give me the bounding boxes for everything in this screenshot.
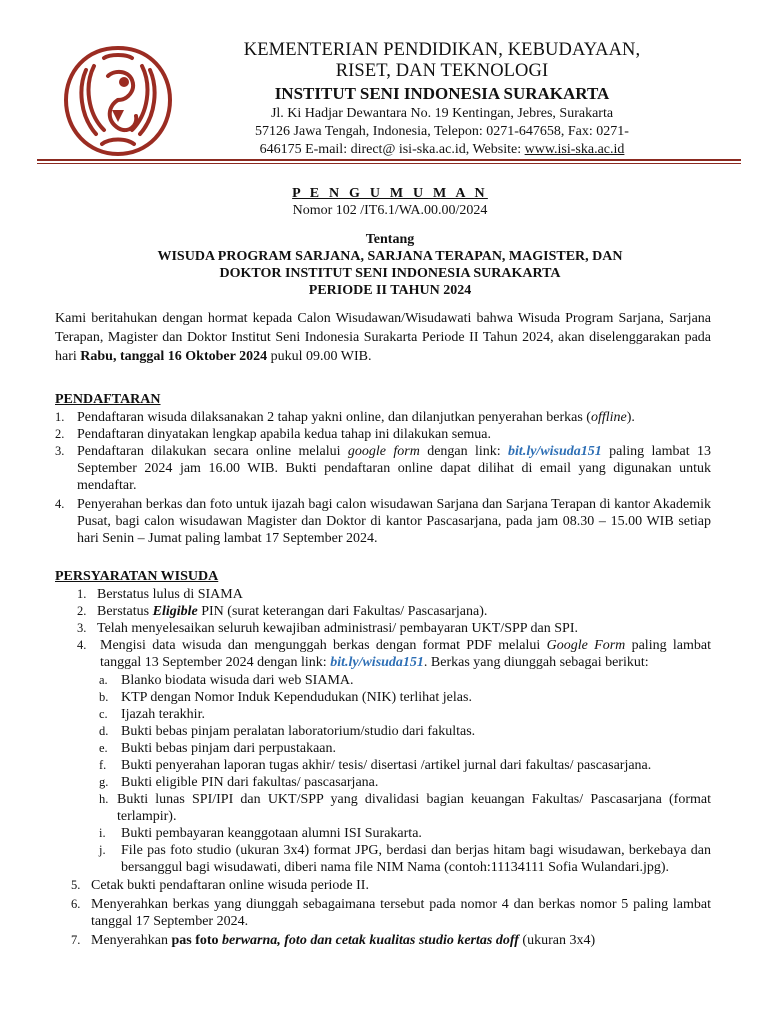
- item-number: 2.: [77, 604, 87, 618]
- persyaratan-list: [55, 586, 711, 949]
- item-italic: Google Form: [546, 638, 626, 653]
- item-bold-italic: berwarna, foto dan cetak kualitas studio kertas doff: [218, 933, 519, 948]
- letterhead: [186, 40, 698, 159]
- announcement-number: Nomor 102 /IT6.1/WA.00.00/2024: [292, 203, 488, 218]
- list-item: [55, 877, 711, 894]
- ministry-name-line2: RISET, DAN TEKNOLOGI: [335, 61, 549, 81]
- item-text: ).: [626, 410, 635, 425]
- item-text: Bukti pembayaran keanggotaan alumni ISI Surakarta.: [121, 826, 422, 841]
- item-text: Penyerahan berkas dan foto untuk ijazah bagi calon wisudawan Sarjana dan Sarjana Terapan di kantor Akademik Pusat, bagi calon wisudawan Magister dan Doktor di kantor Pascasarjana, pada jam 08.30 – 15.00 WIB setiap hari Senin – Jumat paling lambat 17 September 2024.: [77, 497, 711, 546]
- pendaftaran-list: [55, 409, 711, 547]
- item-number: 1.: [55, 410, 65, 424]
- item-text: PIN (surat keterangan dari Fakultas/ Pascasarjana).: [197, 604, 488, 619]
- item-text: KTP dengan Nomor Induk Kependudukan (NIK) terlihat jelas.: [121, 690, 472, 705]
- announcement-subject-line3: PERIODE II TAHUN 2024: [308, 283, 472, 298]
- item-text: Bukti lunas SPI/IPI dan UKT/SPP yang divalidasi bagian keuangan Fakultas/ Pascasarjana (format terlampir).: [117, 792, 711, 824]
- intro-text: Kami beritahukan dengan hormat kepada Calon Wisudawan/Wisudawati bahwa Wisuda Program Sarjana, Sarjana Terapan, Magister dan Doktor Institut Seni Indonesia Surakarta Periode II Tahun 2024, akan diselenggarakan pada hari: [55, 311, 711, 364]
- website-link[interactable]: www.isi-ska.ac.id: [524, 142, 625, 157]
- item-letter: b.: [99, 690, 109, 704]
- list-item: [55, 409, 711, 426]
- institute-name: INSTITUT SENI INDONESIA SURAKARTA: [274, 84, 610, 103]
- item-number: 4.: [77, 638, 87, 652]
- item-number: 3.: [55, 444, 65, 458]
- list-item: [55, 825, 711, 842]
- registration-link[interactable]: bit.ly/wisuda151: [508, 444, 602, 459]
- institute-logo-icon: [58, 40, 178, 162]
- announcement-title: P E N G U M U M A N: [292, 186, 488, 201]
- item-text: (ukuran 3x4): [518, 933, 596, 948]
- list-item: [55, 672, 711, 689]
- item-text: Berstatus lulus di SIAMA: [97, 587, 243, 602]
- item-text: File pas foto studio (ukuran 3x4) format JPG, berdasi dan berjas hitam bagi wisudawan, berkebaya dan bersanggul bagi wisudawati, diberi nama file NIM Nama (contoh:11134111 Sofia Wulandari.jpg).: [121, 843, 711, 875]
- item-text: Pendaftaran dilakukan secara online melalui: [77, 444, 348, 459]
- intro-date: Rabu, tanggal 16 Oktober 2024: [80, 349, 268, 364]
- item-letter: h.: [99, 792, 109, 806]
- list-item: [55, 774, 711, 791]
- item-text: Menyerahkan: [91, 933, 172, 948]
- list-item: [55, 723, 711, 740]
- item-number: 2.: [55, 427, 65, 441]
- item-text: Pendaftaran dinyatakan lengkap apabila kedua tahap ini dilakukan semua.: [77, 427, 492, 442]
- item-bold: pas foto: [171, 933, 219, 948]
- sublist: [55, 672, 711, 876]
- item-letter: e.: [99, 741, 108, 755]
- item-letter: g.: [99, 775, 109, 789]
- item-number: 7.: [71, 933, 81, 947]
- intro-time: pukul 09.00 WIB.: [267, 349, 372, 364]
- list-item: [55, 443, 711, 494]
- list-item: [55, 586, 711, 603]
- list-item: [55, 791, 711, 825]
- address-line2: 57126 Jawa Tengah, Indonesia, Telepon: 0271-647658, Fax: 0271-: [255, 124, 629, 139]
- item-text: paling lambat tanggal 13 September 2024 dengan link:: [100, 638, 712, 670]
- list-item: [55, 426, 711, 443]
- item-letter: f.: [99, 758, 107, 772]
- address-line1: Jl. Ki Hadjar Dewantara No. 19 Kentingan, Jebres, Surakarta: [270, 106, 614, 121]
- list-item: [55, 620, 711, 637]
- list-item: [55, 637, 711, 671]
- item-text: Blanko biodata wisuda dari web SIAMA.: [121, 673, 354, 688]
- item-text: Pendaftaran wisuda dilaksanakan 2 tahap yakni online, dan dilanjutkan penyerahan berkas (: [77, 410, 591, 425]
- list-item: [55, 896, 711, 930]
- item-text: . Berkas yang diunggah sebagai berikut:: [423, 655, 649, 670]
- item-text: Cetak bukti pendaftaran online wisuda periode II.: [91, 878, 369, 893]
- letterhead-rule-thin: [37, 163, 741, 164]
- item-text: Bukti bebas pinjam peralatan laboratorium/studio dari fakultas.: [121, 724, 476, 739]
- announcement-tentang: Tentang: [365, 232, 415, 247]
- item-letter: i.: [99, 826, 106, 840]
- item-number: 3.: [77, 621, 87, 635]
- announcement-heading: [40, 185, 740, 299]
- item-italic: google form: [347, 444, 420, 459]
- item-text: paling lambat 13 September 2024 jam 16.00 WIB. Bukti pendaftaran online dapat dilihat di email yang digunakan untuk mendaftar.: [77, 444, 711, 493]
- item-text: Bukti eligible PIN dari fakultas/ pascasarjana.: [121, 775, 379, 790]
- item-text: dengan link:: [419, 444, 509, 459]
- list-item: [55, 740, 711, 757]
- intro-paragraph: [55, 309, 711, 366]
- ministry-name-line1: KEMENTERIAN PENDIDIKAN, KEBUDAYAAN,: [243, 40, 641, 60]
- pendaftaran-heading: PENDAFTARAN: [55, 392, 161, 407]
- list-item: [55, 706, 711, 723]
- item-italic: offline: [590, 410, 627, 425]
- list-item: [55, 757, 711, 774]
- list-item: [55, 932, 711, 949]
- address-contact: 646175 E-mail: direct@ isi-ska.ac.id, Website:: [259, 142, 525, 157]
- announcement-subject-line1: WISUDA PROGRAM SARJANA, SARJANA TERAPAN, MAGISTER, DAN: [157, 249, 623, 264]
- upload-link[interactable]: bit.ly/wisuda151: [330, 655, 424, 670]
- item-text: Bukti penyerahan laporan tugas akhir/ tesis/ disertasi /artikel jurnal dari fakultas/ pascasarjana.: [121, 758, 652, 773]
- address-line3: [186, 141, 698, 159]
- list-item: [55, 496, 711, 547]
- list-item: [55, 603, 711, 620]
- list-item: [55, 842, 711, 876]
- item-bold-italic: Eligible: [152, 604, 198, 619]
- item-number: 5.: [71, 878, 81, 892]
- announcement-subject-line2: DOKTOR INSTITUT SENI INDONESIA SURAKARTA: [219, 266, 561, 281]
- item-text: Telah menyelesaikan seluruh kewajiban administrasi/ pembayaran UKT/SPP dan SPI.: [97, 621, 579, 636]
- list-item: [55, 689, 711, 706]
- item-number: 6.: [71, 897, 81, 911]
- item-letter: d.: [99, 724, 109, 738]
- item-text: Ijazah terakhir.: [121, 707, 205, 722]
- item-letter: c.: [99, 707, 108, 721]
- item-letter: j.: [99, 843, 106, 857]
- item-number: 4.: [55, 497, 65, 511]
- item-text: Menyerahkan berkas yang diunggah sebagaimana tersebut pada nomor 4 dan berkas nomor 5 paling lambat tanggal 17 September 2024.: [91, 897, 711, 929]
- item-text: Mengisi data wisuda dan mengunggah berkas dengan format PDF melalui: [100, 638, 547, 653]
- item-letter: a.: [99, 673, 108, 687]
- item-text: Bukti bebas pinjam dari perpustakaan.: [121, 741, 336, 756]
- item-number: 1.: [77, 587, 87, 601]
- item-text: Berstatus: [97, 604, 153, 619]
- letterhead-rule: [37, 159, 741, 161]
- persyaratan-heading: PERSYARATAN WISUDA: [55, 569, 219, 584]
